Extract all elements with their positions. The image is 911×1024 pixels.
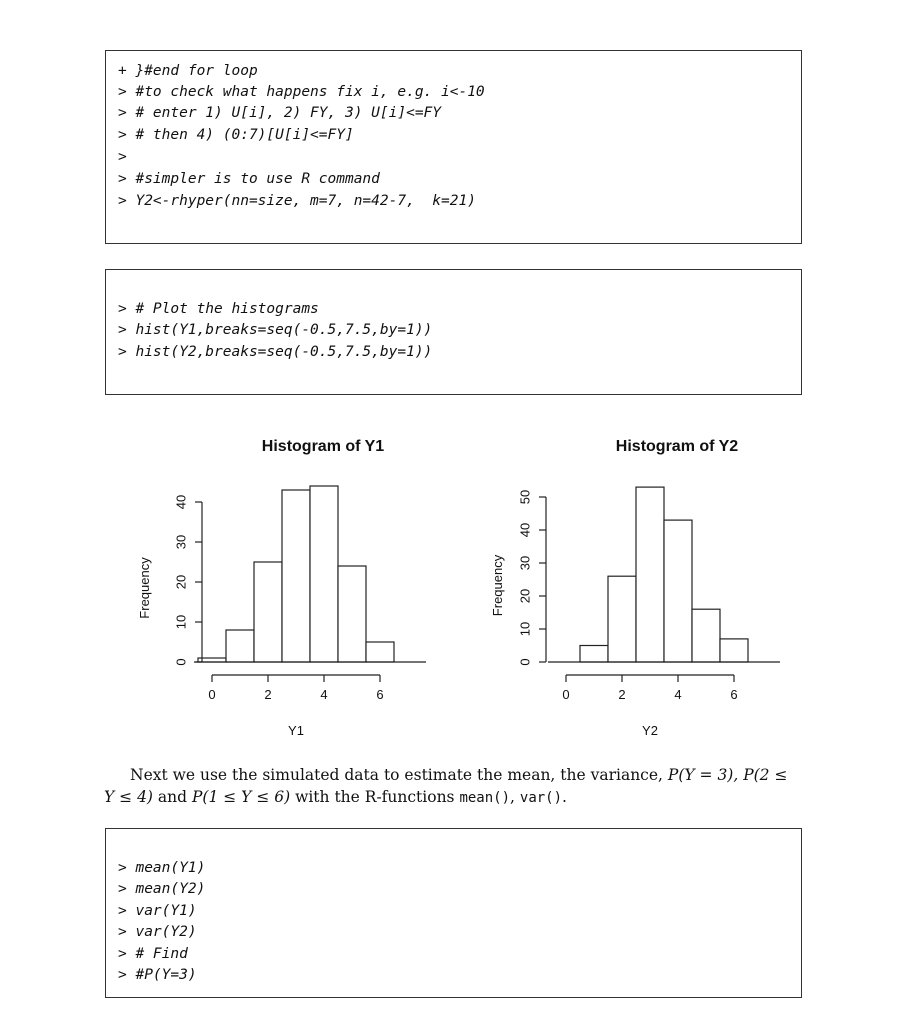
y-tick-label: 0 (173, 658, 189, 666)
x-tick-label: 0 (562, 687, 570, 702)
y-tick-label: 10 (173, 614, 189, 630)
histogram-y2 (472, 425, 812, 755)
histogram-y1 (120, 425, 460, 755)
code-line: > # Plot the histograms (118, 301, 319, 317)
x-tick-label: 6 (730, 687, 738, 702)
code-block-1 (105, 50, 802, 244)
chart-title: Histogram of Y2 (615, 438, 739, 455)
x-tick-label: 0 (208, 687, 216, 702)
histogram-bar (338, 566, 366, 662)
y-tick-label: 0 (517, 658, 533, 666)
code-line: > # enter 1) U[i], 2) FY, 3) U[i]<=FY (118, 105, 442, 121)
y-tick-label: 20 (517, 588, 533, 604)
histogram-bar (310, 486, 338, 662)
x-tick-label: 2 (264, 687, 272, 702)
code-line: > hist(Y2,breaks=seq(-0.5,7.5,by=1)) (118, 344, 433, 360)
code-line: > Y2<-rhyper(nn=size, m=7, n=42-7, k=21) (118, 193, 476, 209)
histogram-bar (664, 520, 692, 662)
y-tick-label: 30 (173, 534, 189, 550)
code-line: > #to check what happens fix i, e.g. i<-10 (118, 84, 485, 100)
code-line: > #P(Y=3) (118, 967, 197, 983)
histogram-bar (608, 576, 636, 662)
code-line: > var(Y2) (118, 924, 197, 940)
chart-title: Histogram of Y1 (261, 438, 385, 455)
y-axis-label: Frequency (137, 557, 152, 619)
code-line: > hist(Y1,breaks=seq(-0.5,7.5,by=1)) (118, 322, 433, 338)
histogram-bar (636, 487, 664, 662)
histogram-bar (580, 646, 608, 663)
code-block-2 (105, 269, 802, 395)
code-line: > #simpler is to use R command (118, 171, 380, 187)
x-tick-label: 6 (376, 687, 384, 702)
x-axis-label: Y2 (642, 723, 658, 738)
code-line: > mean(Y1) (118, 860, 206, 876)
explanation-paragraph (104, 764, 806, 809)
x-tick-label: 4 (320, 687, 328, 702)
code-block-3 (105, 828, 802, 998)
y-axis-label: Frequency (490, 554, 505, 617)
x-axis-label: Y1 (288, 723, 304, 738)
y-tick-label: 20 (173, 574, 189, 590)
code-line: > (118, 149, 127, 165)
y-tick-label: 40 (173, 494, 189, 510)
code-line: > # Find (118, 946, 188, 962)
histogram-bar (282, 490, 310, 662)
y-tick-label: 30 (517, 555, 533, 571)
code-line: + }#end for loop (118, 63, 258, 79)
histogram-bar (720, 639, 748, 662)
y-tick-label: 40 (517, 522, 533, 538)
paragraph-line-1: Next we use the simulated data to estimate the mean, the variance, P(Y = 3), P(2 ≤ (130, 766, 788, 784)
histogram-bar (254, 562, 282, 662)
code-line: > var(Y1) (118, 903, 197, 919)
histogram-bar (366, 642, 394, 662)
y-tick-label: 10 (517, 621, 533, 637)
code-line: > # then 4) (0:7)[U[i]<=FY] (118, 127, 354, 143)
x-tick-label: 2 (618, 687, 626, 702)
code-line: > mean(Y2) (118, 881, 206, 897)
histogram-bar (692, 609, 720, 662)
y-tick-label: 50 (517, 489, 533, 505)
histogram-bar (226, 630, 254, 662)
x-tick-label: 4 (674, 687, 682, 702)
paragraph-line-2: Y ≤ 4) and P(1 ≤ Y ≤ 6) with the R-functions mean(), var(). (104, 788, 567, 806)
